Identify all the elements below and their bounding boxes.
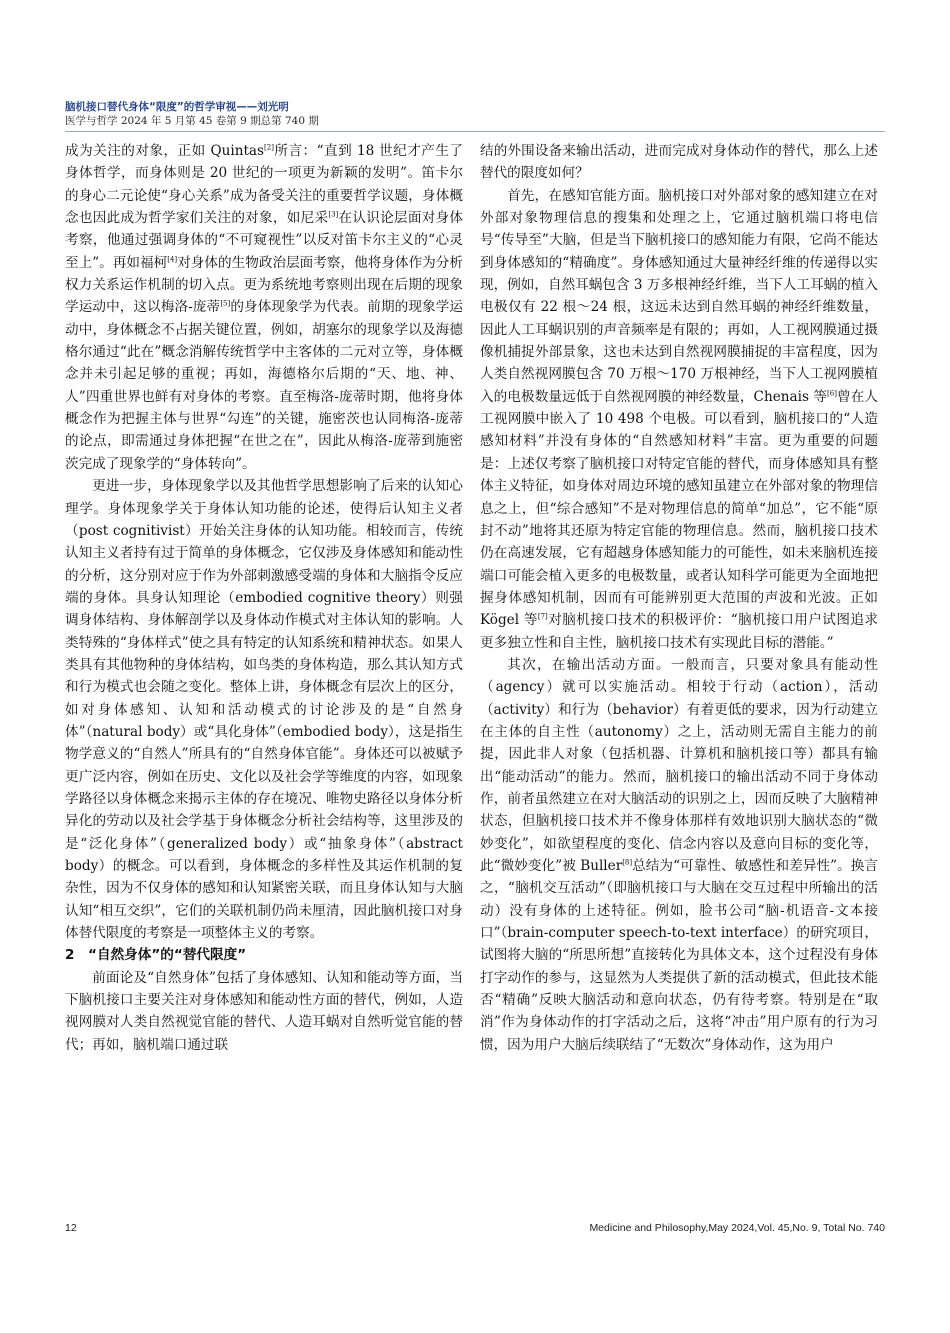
citation-ref: [8] (622, 858, 633, 867)
citation-ref: [5] (220, 299, 231, 308)
paragraph: 首先，在感知官能方面。脑机接口对外部对象的感知建立在对外部对象物理信息的搜集和处理之上，它通过脑机端口将电信号“传导至”大脑，但是当下脑机接口的感知能力有限，它尚不能达到身体感知的“精确度”。身体感知通过大量神经纤维的传递得以实现，例如，自然耳蜗包含 3 万多根神经纤维，当下人工耳蜗的植入电极仅有 22 根～24 根，这远未达到自然耳蜗的神经纤维数量，因此人工耳蜗识别的声音频率是有限的；再如，人工视网膜通过摄像机捕捉外部景象，这也未达到自然视网膜捕捉的丰富程度，因为人类自然视网膜包含 70 万根～170 万根神经，当下人工视网膜植入的电极数量远低于自然视网膜的神经数量，Chenais 等[6]曾在人工视网膜中嵌入了 10 498 个电极。可以看到，脑机接口的“人造感知材料”并没有身体的“自然感知材料”丰富。更为重要的问题是：上述仅考察了脑机接口对特定官能的替代，而身体感知具有整体主义特征，如身体对周边环境的感知虽建立在外部对象的物理信息之上，但“综合感知”不是对物理信息的简单“加总”，它不能“原封不动”地将其还原为特定官能的物理信息。然而，脑机接口技术仍在高速发展，它有超越身体感知能力的可能性，如未来脑机连接端口可能会植入更多的电极数量，或者认知科学可能更为全面地把握身体感知机制，因而有可能辨别更大范围的声波和光波。正如 Kögel 等[7]对脑机接口技术的积极评价：“脑机接口用户试图追求更多独立性和自主性，脑机接口技术有实现此目标的潜能。” (480, 187, 879, 651)
section-heading: 2 “自然身体”的“替代限度” (65, 947, 247, 964)
paragraph: 其次，在输出活动方面。一般而言，只要对象具有能动性（agency）就可以实施活动。相较于行动（action），活动（activity）和行为（behavior）有着更低的要求，因为行动建立在主体的自主性（autonomy）之上，活动则无需自主能力的前提，因此非人对象（包括机器、计算机和脑机接口等）都具有输出“能动活动”的能力。然而，脑机接口的输出活动不同于身体动作，前者虽然建立在对大脑活动的识别之上，因而反映了大脑精神状态，但脑机接口技术并不像身体那样有效地识别大脑状态的“微妙变化”，如欲望程度的变化、信念内容以及意向目标的变化等，此“微妙变化”被 Buller[8]总结为“可靠性、敏感性和差异性”。换言之，“脑机交互活动”（即脑机接口与大脑在交互过程中所输出的活动）没有身体的上述特征。例如，脸书公司“脑-机语音-文本接口”（brain-computer speech-to-text interface）的研究项目，试图将大脑的“所思所想”直接转化为具体文本，这个过程没有身体打字动作的参与，这显然为人类提供了新的活动模式，但此技术能否“精确”反映大脑活动和意向状态，仍有待考察。特别是在“取消”作为身体动作的打字活动之后，这将“冲击”用户原有的行为习惯，因为用户大脑后续联结了“无数次”身体动作，这为用户 (480, 656, 878, 1053)
citation-ref: [3] (328, 210, 339, 219)
citation-ref: [2] (264, 143, 274, 152)
paragraph: 成为关注的对象，正如 Quintas[2]所言：“直到 18 世纪才产生了身体哲学，而身体则是 20 世纪的一项更为新颖的发明”。笛卡尔的身心二元论使“身心关系”成为备受关注的重要哲学议题，身体概念也因此成为哲学家们关注的对象，如尼采[3]在认识论层面对身体考察，他通过强调身体的“不可窥视性”以反对笛卡尔主义的“心灵至上”。再如福柯[4]对身体的生物政治层面考察，他将身体作为分析权力关系运作机制的切入点。更为系统地考察则出现在后期的现象学运动中，这以梅洛-庞蒂[5]的身体现象学为代表。前期的现象学运动中，身体概念不占据关键位置，例如，胡塞尔的现象学以及海德格尔通过“此在”概念消解传统哲学中主客体的二元对立等，身体概念并未引起足够的重视；再如，海德格尔后期的“天、地、神、人”四重世界也鲜有对身体的考察。直至梅洛-庞蒂时期，他将身体概念作为把握主体与世界“勾连”的关键，施密茨也认同梅洛-庞蒂的论点，即需通过身体把握“在世之在”，因此从梅洛-庞蒂到施密茨完成了现象学的“身体转向”。 (65, 143, 464, 472)
right-column (480, 140, 878, 1056)
paragraph: 结的外围设备来输出活动，进而完成对身体动作的替代，那么上述替代的限度如何？ (480, 143, 878, 182)
paragraph: 前面论及“自然身体”包括了身体感知、认知和能动等方面，当下脑机接口主要关注对身体感知和能动性方面的替代，例如，人造视网膜对人类自然视觉官能的替代、人造耳蜗对自然听觉官能的替代；再如，脑机端口通过联 (65, 969, 463, 1053)
article-running-title: 脑机接口替代身体“限度”的哲学审视——刘光明 (65, 101, 289, 113)
citation-ref: [6] (827, 389, 837, 398)
citation-ref: [7] (537, 612, 548, 621)
citation-ref: [4] (167, 255, 178, 264)
running-header (65, 100, 885, 128)
header-divider (65, 131, 885, 132)
journal-issue-line: 医学与哲学 2024 年 5 月第 45 卷第 9 期总第 740 期 (65, 115, 319, 127)
left-column (65, 140, 463, 1056)
journal-footer: Medicine and Philosophy,May 2024,Vol. 45,No. 9, Total No. 740 (589, 1222, 885, 1234)
paragraph: 更进一步，身体现象学以及其他哲学思想影响了后来的认知心理学。身体现象学关于身体认知功能的论述，使得后认知主义者（post cognitivist）开始关注身体的认知功能。相较而言，传统认知主义者持有过于简单的身体概念，它仅涉及身体感知和能动性的分析，这分别对应于作为外部刺激感受端的身体和大脑指令反应端的身体。具身认知理论（embodied cognitive theory）则强调身体结构、身体解剖学以及身体动作模式对主体认知的影响。人类特殊的“身体样式”使之具有特定的认知系统和精神状态。如果人类具有其他物种的身体结构，如鸟类的身体构造，那么其认知方式和行为模式也会随之变化。整体上讲，身体概念有层次上的区分，如对身体感知、认知和活动模式的讨论涉及的是“自然身体”（natural body）或“具化身体”（embodied body），这是指生物学意义的“自然人”所具有的“自然身体官能”。身体还可以被赋予更广泛内容，例如在历史、文化以及社会学等维度的内容，如现象学路径以身体概念来揭示主体的存在境况、唯物史路径以身体分析异化的劳动以及社会学基于身体概念分析社会结构等，这里涉及的是“泛化身体”（generalized body）或“抽象身体”（abstract body）的概念。可以看到，身体概念的多样性及其运作机制的复杂性，因为不仅身体的感知和认知紧密关联，而且身体认知与大脑认知“相互交织”，它们的关联机制仍尚未厘清，因此脑机接口对身体替代限度的考察是一项整体主义的考察。 (65, 478, 463, 942)
page-number: 12 (65, 1222, 77, 1234)
